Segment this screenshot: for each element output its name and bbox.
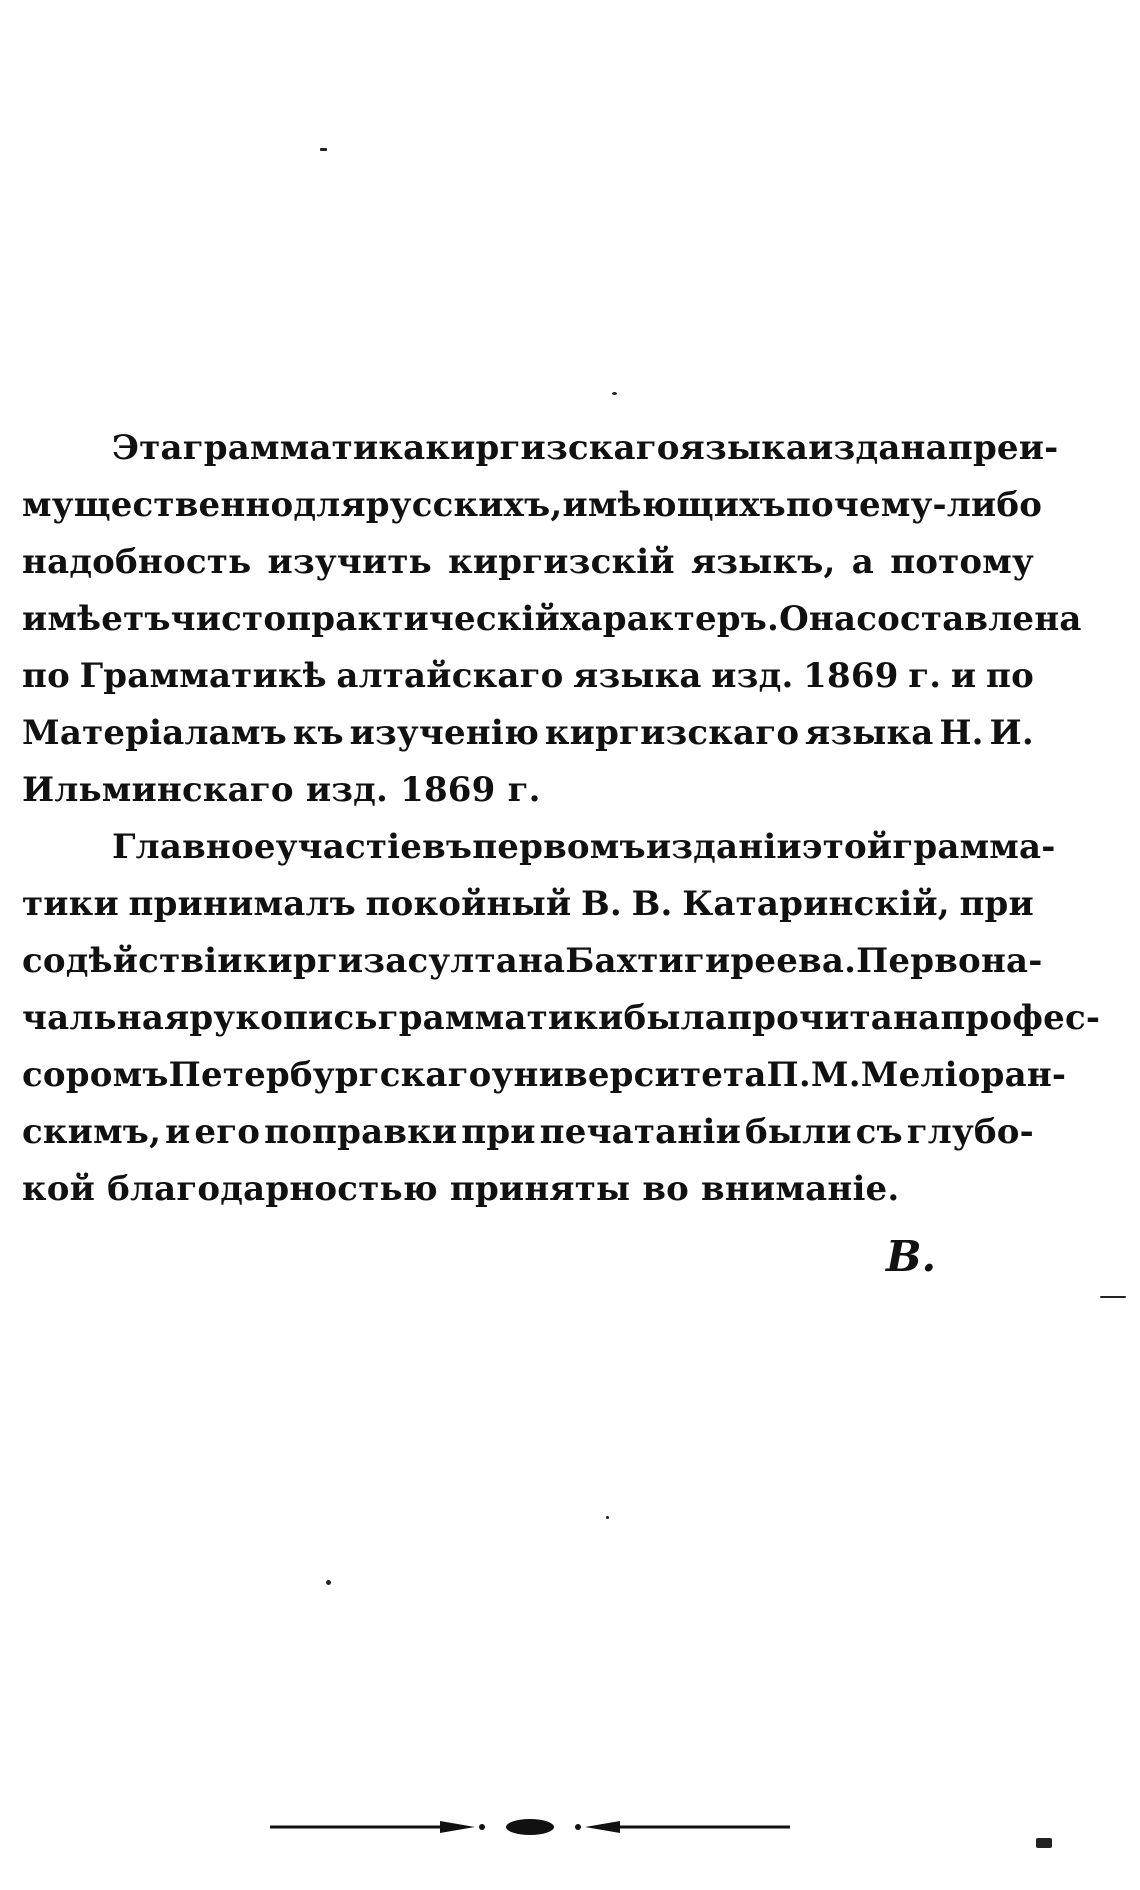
text-line: по Грамматикѣ алтайскаго языка изд. 1869 г. и по [22,656,1034,696]
preface-text [22,420,1101,1218]
text-line: содѣйствіи киргиза султана Бахтигиреева. Первона- [22,941,1043,981]
text-line: мущественно для русскихъ, имѣющихъ почему-либо [22,485,1043,525]
text-line: надобность изучить киргизскій языкъ, а потому [22,542,1034,582]
paragraph-2 [22,819,1101,1218]
text-line: Матеріаламъ къ изученію киргизскаго языка Н. И. [22,713,1034,753]
paper-speck [612,392,617,395]
text-line: Эта грамматика киргизскаго языка издана преи- [112,428,1059,468]
text-line: Главное участіе въ первомъ изданіи этой грамма- [112,827,1056,867]
ornament-divider-icon [270,1812,790,1842]
paper-speck [1036,1838,1052,1848]
paragraph-1 [22,420,1082,819]
text-line: соромъ Петербургскаго университета П. М. Меліоран- [22,1055,1067,1095]
text-line: Ильминскаго изд. 1869 г. [22,770,541,810]
paper-speck [606,1516,609,1519]
signature-initial: В. [886,1232,937,1281]
paper-speck [326,1580,331,1585]
text-line: чальная рукопись грамматики была прочитана профес- [22,998,1101,1038]
text-line: скимъ, и его поправки при печатаніи были съ глубо- [22,1112,1034,1152]
text-line: тики принималъ покойный В. В. Катаринскій, при [22,884,1034,924]
paper-speck [1100,1296,1126,1298]
text-line: имѣетъ чисто практическій характеръ. Она составлена [22,599,1082,639]
text-line: кой благодарностью приняты во вниманіе. [22,1169,900,1209]
paper-speck [320,148,327,151]
